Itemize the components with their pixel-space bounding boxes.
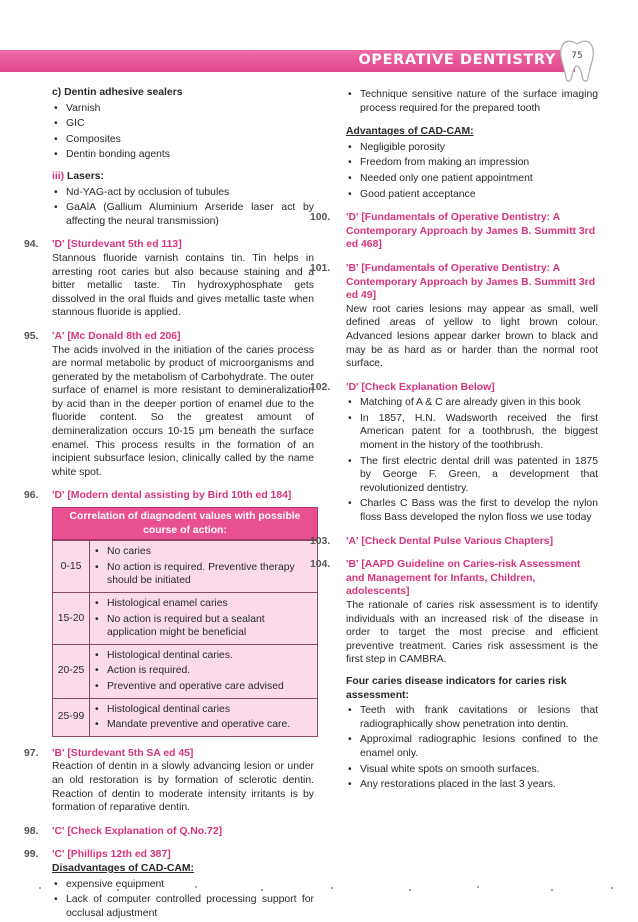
list-item: • Dentin bonding agents [52, 148, 314, 162]
list-item: • Technique sensitive nature of the surface imaging process required for the prepared tooth [346, 88, 598, 115]
advantages-heading: Advantages of CAD-CAM: [346, 126, 474, 138]
question-number: 96. [24, 490, 39, 502]
answer-ref: 'B' [AAPD Guideline on Caries-risk Assessment and Management for Infants, Children, adolescents] [346, 559, 581, 598]
question-number: 100. [310, 212, 331, 224]
answer-text: Reaction of dentin in a slowly advancing lesion or under an old restoration is by formation of sclerotic dentin. Reaction of dentin to moderate intensity irritants is by formation of reparative dentin. [52, 761, 314, 814]
answer-ref: 'B' [Sturdevant 5th SA ed 45] [52, 747, 194, 759]
question-number: 103. [310, 535, 331, 547]
left-column [24, 86, 314, 922]
list-item: • GIC [52, 117, 314, 131]
list-item: • Visual white spots on smooth surfaces. [346, 763, 598, 777]
table-key: 0-15 [53, 541, 90, 593]
footer-dots [0, 884, 638, 894]
answer-ref: 'A' [Check Dental Pulse Various Chapters] [346, 535, 554, 547]
tooth-icon [556, 38, 598, 84]
answer-ref: 'A' [Mc Donald 8th ed 206] [52, 330, 181, 342]
list-item: • Good patient acceptance [346, 188, 598, 202]
disadvantages-heading: Disadvantages of CAD-CAM: [52, 862, 195, 874]
list-item: • Nd-YAG-act by occlusion of tubules [52, 186, 314, 200]
list-item: • Any restorations placed in the last 3 years. [346, 778, 598, 792]
table-row: 25-99 • Histological dentinal caries • Mandate preventive and operative care. [53, 698, 318, 736]
list-item: • Needed only one patient appointment [346, 172, 598, 186]
c-list [52, 102, 314, 162]
list-item: • Freedom from making an impression [346, 156, 598, 170]
table-row: 15-20 • Histological enamel caries • No action is required but a sealant application might be beneficial [53, 593, 318, 645]
iii-list [52, 186, 314, 229]
question-103 [310, 535, 598, 549]
answer-text: Stannous fluoride varnish contains tin. Tin helps in arresting root caries but also because staining and a bitter metallic taste. Tin hydroxyphosphate gets dissolved in the oral fluids and gives metallic taste when stannous fluoride is applied. [52, 252, 314, 319]
list-item: • GaAlA (Gallium Aluminium Arseride laser act by affecting the neural transmission) [52, 201, 314, 228]
table-key: 20-25 [53, 644, 90, 698]
list-item: • Varnish [52, 102, 314, 116]
right-column [310, 86, 598, 794]
answer-text: The rationale of caries risk assessment is to identify individuals with an increased risk of the disease in order to target the most precise and efficient preventive treatment. Caries risk assessment is the first step in CAMBRA. [346, 600, 598, 666]
question-101 [310, 262, 598, 371]
answer-ref: 'D' [Sturdevant 5th ed 113] [52, 239, 182, 251]
question-number: 101. [310, 262, 331, 274]
answer-ref: 'D' [Fundamentals of Operative Dentistry: A Contemporary Approach by James B. Summitt 3rd ed 468] [346, 212, 596, 251]
question-104 [310, 558, 598, 792]
question-95 [24, 330, 314, 480]
list-item: • Matching of A & C are already given in this book [346, 396, 598, 410]
page-title: OPERATIVE DENTISTRY [358, 52, 556, 68]
question-number: 99. [24, 849, 39, 861]
indicators-heading: Four caries disease indicators for caries risk assessment: [346, 675, 567, 701]
table-title: Correlation of diagnodent values with possible course of action: [52, 507, 318, 540]
diagnodent-table [52, 507, 318, 737]
section-c-heading: c) Dentin adhesive sealers [52, 87, 183, 98]
question-number: 97. [24, 747, 39, 759]
answer-ref: 'B' [Fundamentals of Operative Dentistry: A Contemporary Approach by James B. Summitt 3rd ed 49] [346, 262, 596, 302]
section-iii-heading: iii) Lasers: [52, 170, 104, 182]
answer-ref: 'C' [Check Explanation of Q.No.72] [52, 825, 223, 837]
list-item: • expensive equipment [52, 878, 314, 892]
question-96 [24, 489, 314, 736]
question-97 [24, 747, 314, 815]
table-key: 25-99 [53, 698, 90, 736]
question-number: 94. [24, 239, 39, 251]
list-item: • In 1857, H.N. Wadsworth received the first American patent for a toothbrush, the biggest moment in the history of the toothbrush. [346, 412, 598, 453]
answer-text: New root caries lesions may appear as small, well defined areas of yellow to light brown colour. Advanced lesions appear darker brown to black and may be as hard as or harder than the normal root surface. [346, 303, 598, 370]
table-key: 15-20 [53, 593, 90, 645]
list-item: • Negligible porosity [346, 141, 598, 155]
answer-ref: 'C' [Phillips 12th ed 387] [52, 849, 171, 861]
question-102 [310, 381, 598, 525]
question-number: 98. [24, 825, 39, 837]
question-94 [24, 238, 314, 320]
list-item: • The first electric dental drill was patented in 1875 by George F. Green, a development that revolutionized dentistry. [346, 455, 598, 496]
question-100 [310, 211, 598, 252]
question-number: 95. [24, 330, 39, 342]
question-number: 102. [310, 381, 331, 393]
list-item: • Teeth with frank cavitations or lesions that radiographically show penetration into dentin. [346, 704, 598, 731]
list-item: • Composites [52, 133, 314, 147]
list-item: • Charles C Bass was the first to develop the nylon floss Bass developed the nylon floss we use today [346, 497, 598, 524]
answer-text: The acids involved in the initiation of the caries process are normal metabolic by product of microorganisms and generated by the metabolism of Carbohydrate. The outer surface of enamel is more resistant to demineralization by acid than in the deeper portion of enamel due to the fluoride content. So the greatest amount of demineralization occurs 10-15 μm beneath the surface enamel. This process results in the formation of an incipient subsurface lesion, clinically called by the name white spot. [52, 344, 314, 478]
list-item: • Lack of computer controlled processing support for occlusal adjustment [52, 893, 314, 920]
answer-ref: 'D' [Modern dental assisting by Bird 10th ed 184] [52, 490, 292, 502]
page-number: 75 [571, 51, 583, 61]
list-item: • Approximal radiographic lesions confined to the enamel only. [346, 733, 598, 760]
question-98 [24, 825, 314, 839]
table-row: 0-15 • No caries • No action is required. Preventive therapy should be initiated [53, 541, 318, 593]
table-row: 20-25 • Histological dentinal caries. • Action is required. • Preventive and operative care advised [53, 644, 318, 698]
answer-ref: 'D' [Check Explanation Below] [346, 381, 495, 393]
question-number: 104. [310, 559, 331, 571]
